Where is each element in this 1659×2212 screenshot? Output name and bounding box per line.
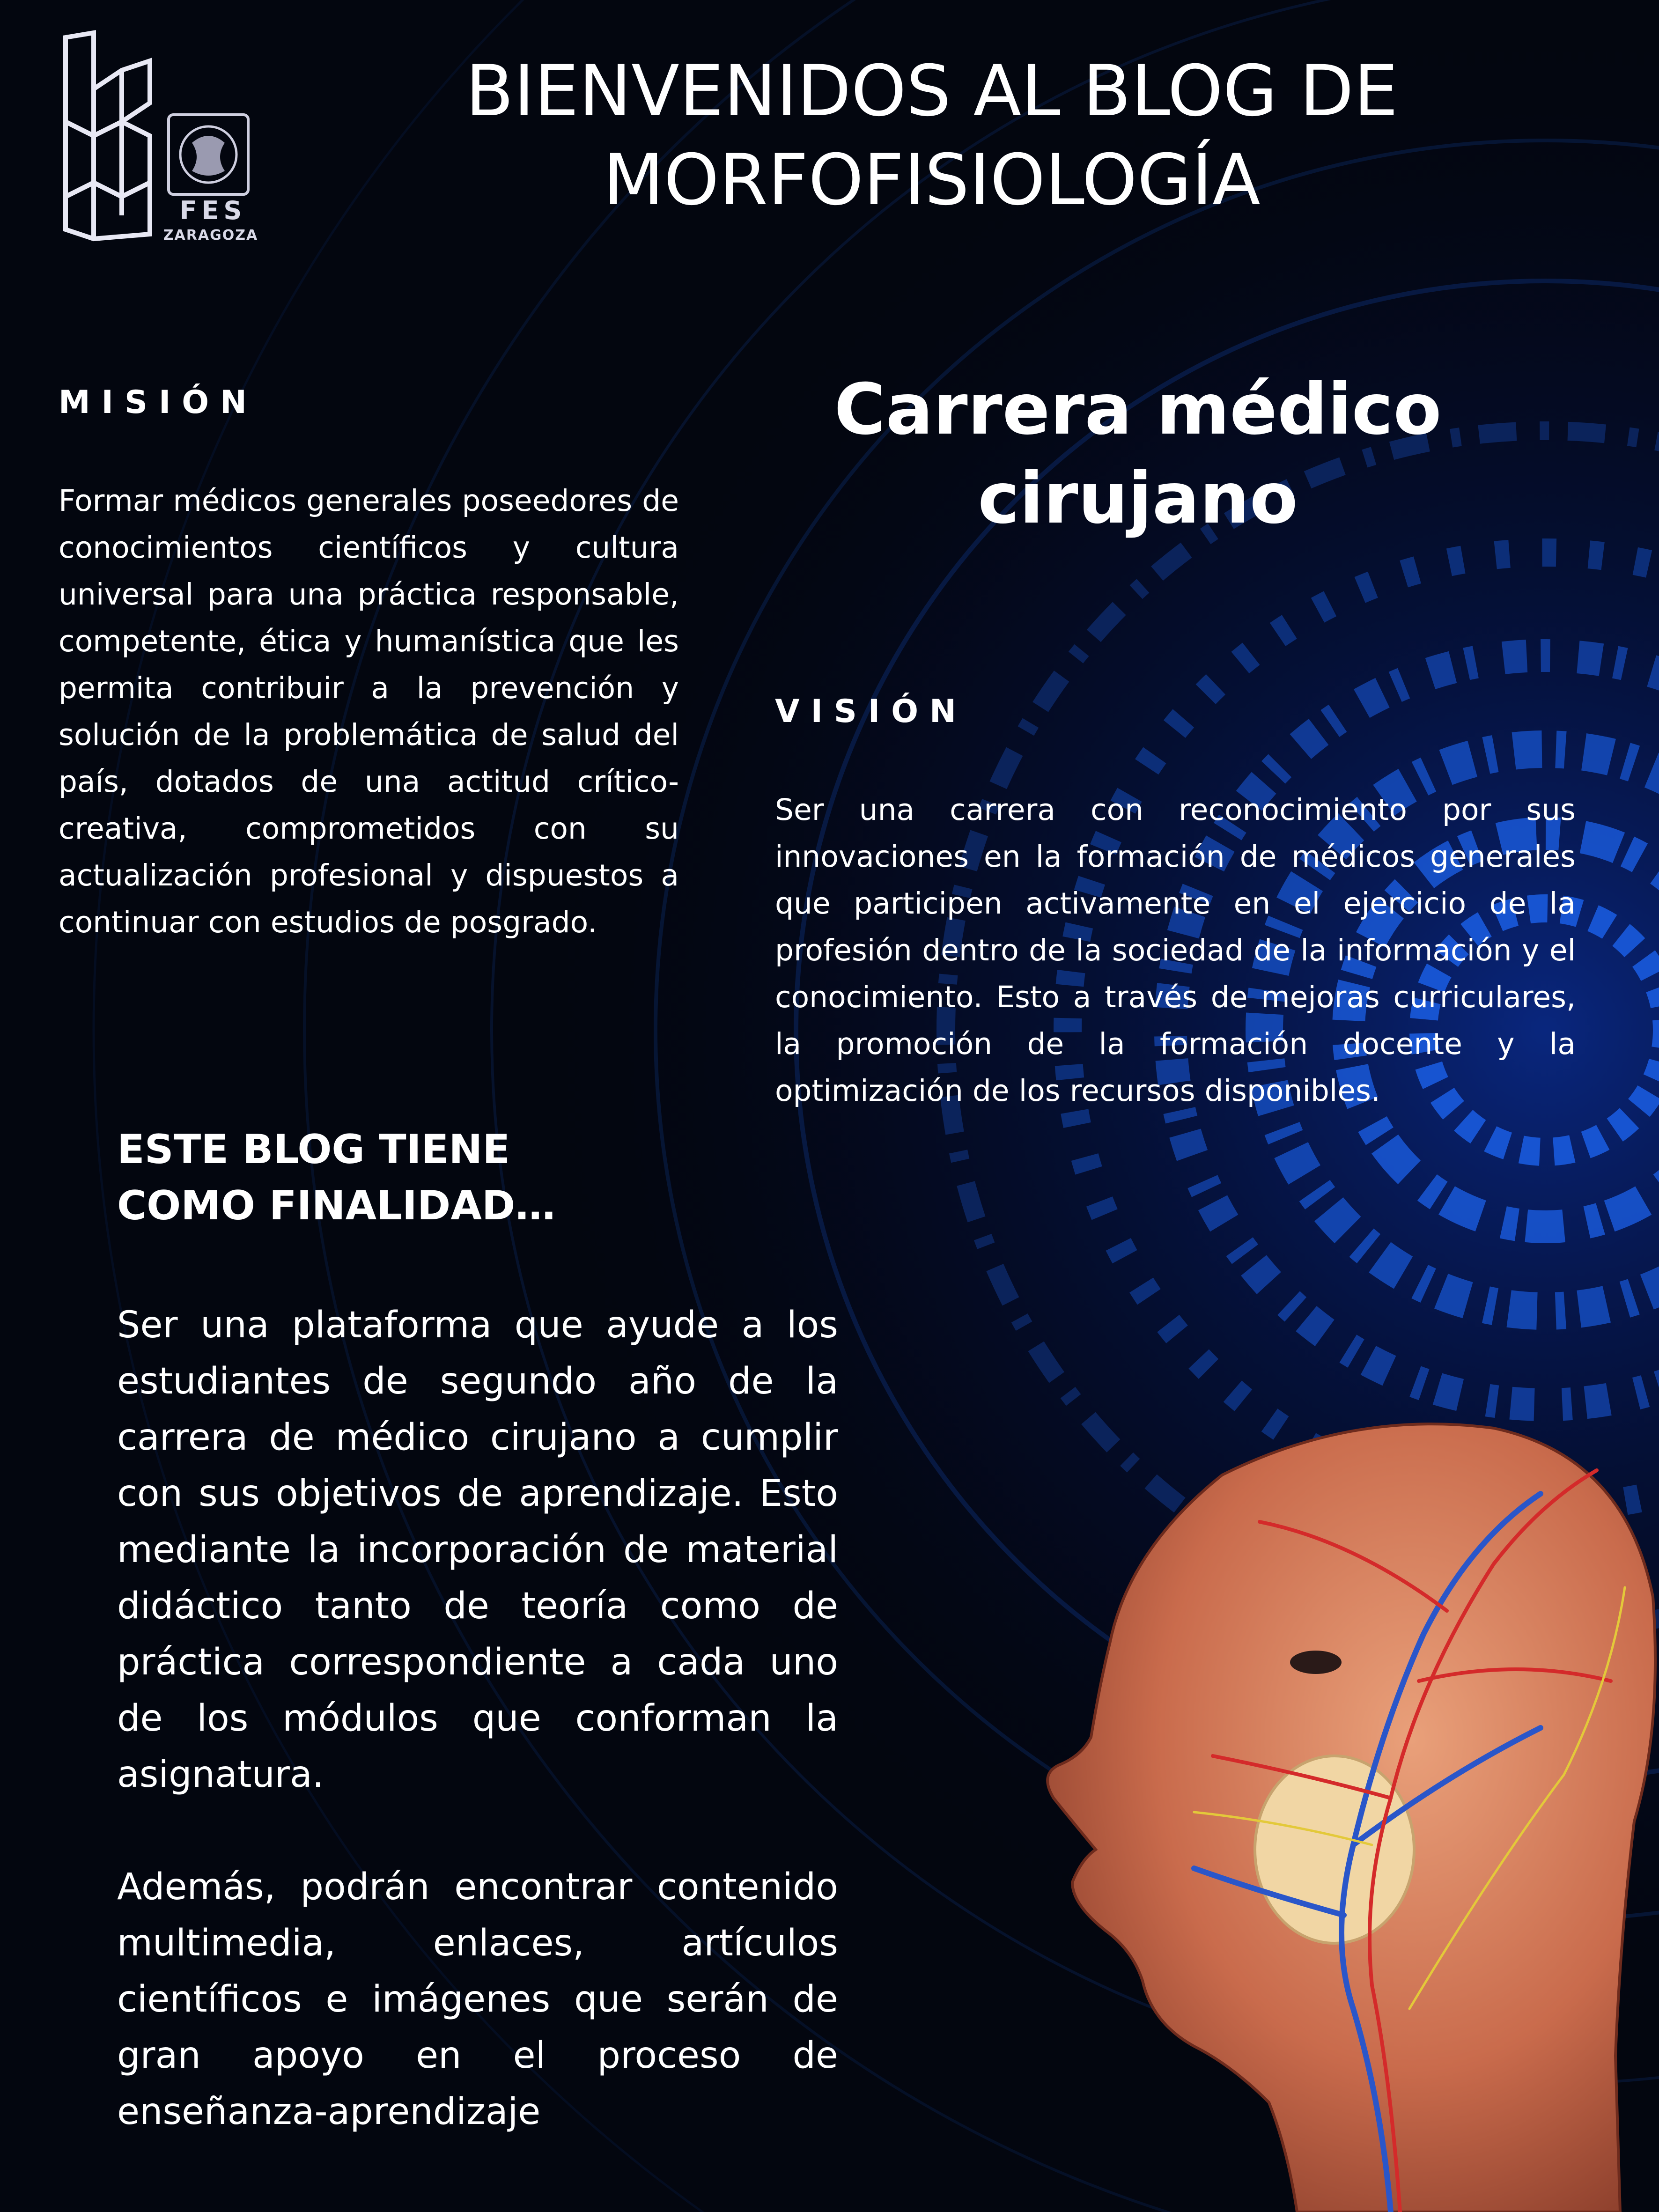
fes-logo-subtext: ZARAGOZA [163, 227, 258, 243]
head-anatomy-illustration [932, 1400, 1659, 2212]
mision-heading: MISIÓN [59, 384, 258, 421]
vision-heading: VISIÓN [775, 693, 967, 730]
vision-body: Ser una carrera con reconocimiento por sus innovaciones en la formación de médicos generales que participen activamente en el ejercicio de la profesión dentro de la sociedad de la información y el conocimiento. Esto a través de mejoras curriculares, la promoción de la formación docente y la optimización de los recursos disponibles. [775, 793, 1576, 1108]
unam-logo [56, 28, 159, 243]
fes-logo-text: FES [179, 196, 247, 225]
career-title: Carrera médico cirujano [834, 369, 1442, 539]
mision-body: Formar médicos generales poseedores de conocimientos científicos y cultura universal para una práctica responsable, competente, ética y humanística que les permita contribuir a la prevención y solución de la problemática de salud del país, dotados de una actitud crítico-creativa, comprometidos con su actualización profesional y dispuestos a continuar con estudios de posgrado. [59, 484, 679, 939]
blog-purpose-paragraph-1: Ser una plataforma que ayude a los estudiantes de segundo año de la carrera de médico cirujano a cumplir con sus objetivos de aprendizaje. Esto mediante la incorporación de material didáctico tanto de teoría como de práctica correspondiente a cada uno de los módulos que conforman la asignatura. [117, 1304, 838, 1796]
page-title: BIENVENIDOS AL BLOG DE MORFOFISIOLOGÍA [465, 51, 1398, 221]
blog-purpose-heading: ESTE BLOG TIENE COMO FINALIDAD… [117, 1126, 556, 1229]
blog-purpose-paragraph-2: Además, podrán encontrar contenido multimedia, enlaces, artículos científicos e imágenes que serán de gran apoyo en el proceso de enseñanza-aprendizaje [117, 1866, 838, 2133]
